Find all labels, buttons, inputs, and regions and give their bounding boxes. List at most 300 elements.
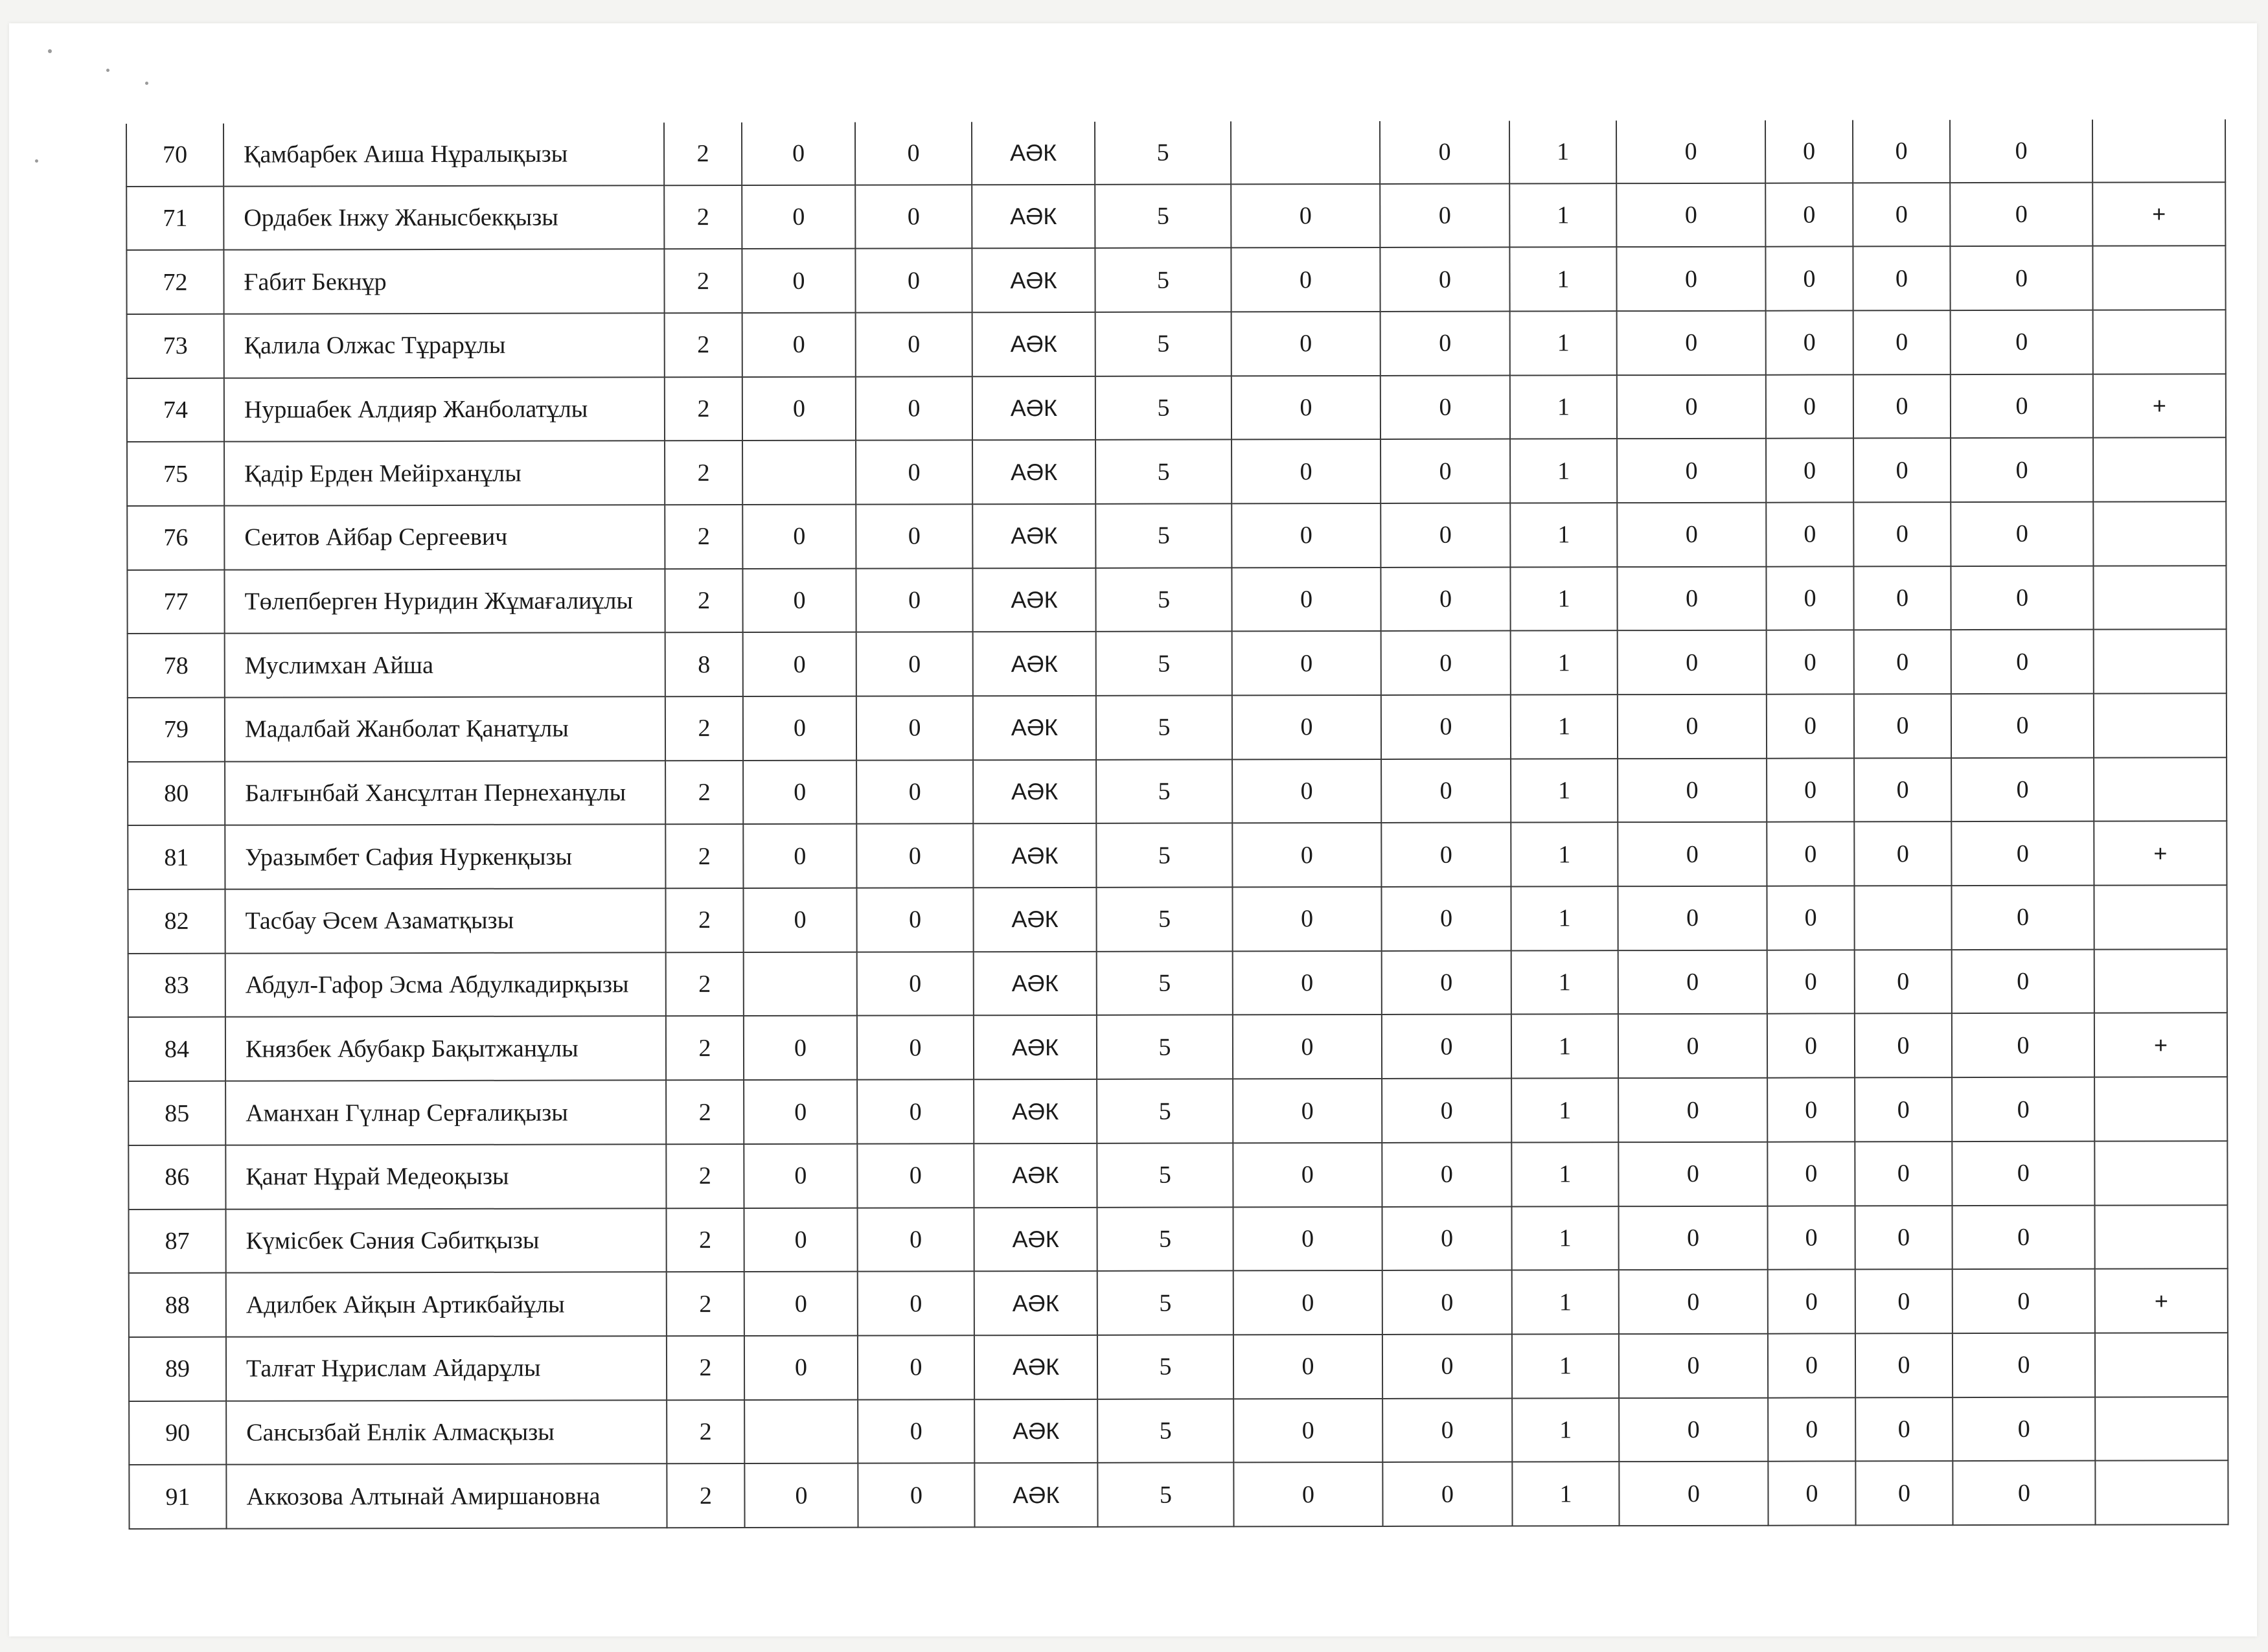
cell-mark [2094, 693, 2227, 757]
cell-full-name: Қанат Нұрай Медеоқызы [225, 1144, 666, 1209]
cell-c9: 0 [1618, 1078, 1767, 1142]
cell-c9: 0 [1616, 183, 1765, 247]
cell-c2: 0 [742, 122, 855, 185]
cell-full-name: Балғынбай Хансұлтан Пернеханұлы [225, 761, 665, 825]
cell-mark [2095, 1205, 2228, 1269]
cell-c1: 2 [665, 313, 742, 377]
cell-c5: 5 [1095, 440, 1231, 504]
table-row [129, 1460, 2228, 1529]
cell-c1: 8 [665, 632, 743, 696]
cell-no: 78 [128, 634, 225, 698]
table-row [127, 501, 2226, 569]
cell-no: 91 [129, 1465, 226, 1529]
cell-c11: 0 [1855, 1269, 1953, 1333]
cell-c8: 1 [1510, 439, 1617, 503]
cell-full-name: Қалила Олжас Тұрарұлы [224, 313, 665, 378]
cell-c11: 0 [1855, 1333, 1953, 1397]
cell-c5: 5 [1096, 759, 1232, 823]
cell-c7: 0 [1382, 950, 1511, 1015]
cell-c7: 0 [1380, 121, 1509, 184]
cell-c9: 0 [1618, 758, 1767, 822]
cell-c11: 0 [1853, 374, 1951, 439]
cell-c3: 0 [856, 760, 973, 824]
cell-c8: 1 [1509, 120, 1616, 183]
cell-c5: 5 [1097, 1207, 1233, 1271]
table-row [128, 885, 2227, 953]
cell-c1: 2 [665, 761, 743, 825]
cell-c12: 0 [1951, 757, 2094, 821]
cell-c1: 2 [667, 1463, 744, 1528]
cell-c12: 0 [1952, 949, 2094, 1013]
cell-c3: 0 [857, 1016, 974, 1080]
cell-c6: 0 [1232, 759, 1381, 823]
cell-c1: 2 [664, 185, 742, 249]
cell-c5: 5 [1097, 1335, 1233, 1399]
table-row [128, 1077, 2227, 1145]
cell-c11: 0 [1855, 1141, 1952, 1206]
cell-no: 75 [127, 442, 224, 506]
cell-c9: 0 [1619, 1270, 1768, 1334]
scan-speck [106, 69, 109, 72]
cell-c8: 1 [1511, 631, 1618, 695]
cell-c10: 0 [1767, 630, 1854, 694]
cell-no: 74 [127, 378, 224, 442]
cell-c11 [1854, 886, 1951, 950]
cell-c8: 1 [1511, 1142, 1618, 1206]
cell-c1: 2 [665, 824, 743, 888]
cell-c1: 2 [666, 1016, 744, 1080]
cell-mark [2094, 1077, 2227, 1141]
cell-c6: 0 [1231, 568, 1380, 632]
cell-c3: 0 [855, 248, 972, 312]
cell-c12: 0 [1950, 246, 2092, 310]
cell-c8: 1 [1512, 1334, 1619, 1398]
cell-c7: 0 [1380, 247, 1509, 312]
cell-c1: 2 [664, 249, 742, 313]
cell-mark: + [2092, 182, 2225, 246]
cell-program: АӘК [972, 504, 1095, 568]
cell-c3: 0 [858, 1271, 974, 1335]
cell-c8: 1 [1509, 183, 1616, 247]
cell-c7: 0 [1382, 1462, 1512, 1526]
cell-c10: 0 [1766, 566, 1853, 630]
table-row [128, 630, 2227, 698]
cell-program: АӘК [974, 1399, 1097, 1463]
cell-c3: 0 [856, 376, 972, 441]
cell-no: 86 [128, 1145, 225, 1210]
cell-c5: 5 [1096, 632, 1232, 696]
cell-c6: 0 [1233, 1270, 1382, 1335]
cell-mark [2095, 1397, 2228, 1461]
cell-no: 87 [129, 1209, 226, 1273]
cell-program: АӘК [972, 568, 1095, 632]
cell-full-name: Төлепберген Нуридин Жұмағалиұлы [224, 569, 665, 634]
scan-speck [48, 49, 52, 53]
cell-c9: 0 [1617, 374, 1766, 439]
cell-c3: 0 [856, 441, 972, 505]
cell-program: АӘК [972, 312, 1095, 376]
cell-no: 72 [126, 250, 223, 314]
cell-c10: 0 [1768, 1333, 1855, 1397]
cell-no: 81 [128, 825, 225, 889]
cell-c3: 0 [857, 1079, 974, 1143]
cell-c2: 0 [743, 632, 856, 696]
cell-c2: 0 [743, 696, 856, 761]
cell-c8: 1 [1510, 375, 1617, 439]
cell-c9: 0 [1618, 950, 1767, 1014]
cell-program: АӘК [973, 696, 1096, 760]
cell-c1: 2 [666, 1080, 744, 1144]
cell-mark [2094, 757, 2227, 821]
cell-c12: 0 [1951, 694, 2094, 758]
cell-program: АӘК [972, 248, 1095, 312]
table-row [128, 949, 2227, 1017]
cell-c7: 0 [1381, 887, 1511, 951]
cell-c2: 0 [743, 760, 856, 824]
cell-c11: 0 [1853, 183, 1950, 247]
scanned-page [9, 23, 2257, 1636]
cell-c11: 0 [1855, 1077, 1952, 1141]
cell-c3: 0 [855, 122, 972, 185]
cell-c5: 5 [1095, 376, 1231, 440]
student-register-table [126, 119, 2229, 1530]
table-row [126, 119, 2225, 186]
cell-no: 84 [128, 1017, 225, 1081]
cell-c3: 0 [856, 504, 972, 568]
cell-c9: 0 [1618, 630, 1767, 694]
cell-c5: 5 [1097, 1463, 1233, 1527]
cell-c1: 2 [666, 1144, 744, 1208]
scan-speck [35, 159, 38, 163]
cell-c2: 0 [744, 1272, 858, 1336]
cell-mark [2092, 246, 2225, 310]
cell-no: 70 [126, 124, 223, 187]
cell-c2: 0 [744, 1016, 857, 1080]
cell-c10: 0 [1767, 758, 1854, 822]
cell-c12: 0 [1952, 1013, 2094, 1077]
cell-c6: 0 [1231, 503, 1380, 568]
cell-c1: 2 [665, 569, 742, 633]
cell-c6: 0 [1231, 247, 1380, 312]
cell-c9: 0 [1616, 247, 1765, 311]
cell-c10: 0 [1765, 247, 1853, 311]
cell-c11: 0 [1853, 246, 1950, 310]
cell-full-name: Князбек Абубакр Бақытжанұлы [225, 1016, 666, 1081]
cell-c8: 1 [1511, 1015, 1618, 1079]
cell-c9: 0 [1618, 694, 1767, 759]
cell-c7: 0 [1382, 1270, 1512, 1335]
cell-c2: 0 [744, 1336, 858, 1400]
cell-c11: 0 [1854, 630, 1951, 694]
cell-c10: 0 [1767, 822, 1854, 886]
table-row [128, 1141, 2227, 1209]
cell-full-name: Аманхан Гүлнар Серғалиқызы [225, 1080, 666, 1145]
cell-c9: 0 [1619, 1397, 1768, 1462]
cell-c12: 0 [1953, 1397, 2095, 1461]
cell-program: АӘК [974, 1143, 1097, 1208]
cell-c12: 0 [1951, 886, 2094, 950]
table-row [128, 821, 2227, 889]
cell-c6: 0 [1231, 312, 1380, 376]
cell-c3: 0 [858, 1399, 974, 1463]
cell-c9: 0 [1618, 1142, 1767, 1206]
cell-c8: 1 [1511, 694, 1618, 759]
cell-c7: 0 [1381, 631, 1511, 695]
cell-c11: 0 [1853, 438, 1951, 502]
cell-c3: 0 [858, 1463, 974, 1528]
cell-c5: 5 [1095, 248, 1231, 312]
cell-full-name: Адилбек Айқын Артикбайұлы [226, 1272, 667, 1337]
cell-c2: 0 [742, 185, 855, 249]
cell-program: АӘК [974, 1335, 1097, 1399]
cell-c1: 2 [665, 696, 743, 761]
cell-program: АӘК [973, 888, 1096, 952]
cell-c1: 2 [665, 888, 743, 952]
cell-c5: 5 [1097, 951, 1233, 1015]
cell-c6: 0 [1233, 1335, 1382, 1399]
cell-c9: 0 [1618, 822, 1767, 886]
cell-c7: 0 [1382, 1142, 1511, 1206]
cell-c1: 2 [665, 505, 742, 569]
cell-full-name: Муслимхан Айша [225, 633, 665, 698]
cell-c12: 0 [1951, 438, 2093, 502]
cell-program: АӘК [972, 440, 1095, 504]
table-row [129, 1205, 2228, 1273]
cell-no: 85 [128, 1081, 225, 1145]
cell-mark: + [2094, 821, 2227, 886]
cell-c12: 0 [1951, 502, 2093, 566]
cell-c8: 1 [1510, 503, 1617, 567]
table-row [127, 310, 2226, 378]
cell-c12: 0 [1952, 1141, 2094, 1205]
cell-c12: 0 [1950, 120, 2092, 183]
cell-c9: 0 [1619, 1462, 1768, 1526]
cell-c10: 0 [1768, 1397, 1855, 1462]
cell-c10: 0 [1767, 694, 1854, 758]
cell-c7: 0 [1382, 1206, 1512, 1270]
cell-no: 71 [126, 186, 223, 250]
scan-speck [145, 82, 148, 85]
cell-program: АӘК [974, 1079, 1097, 1143]
cell-c6: 0 [1232, 823, 1381, 887]
cell-c3: 0 [858, 1335, 974, 1399]
cell-c12: 0 [1951, 566, 2093, 630]
cell-full-name: Мадалбай Жанболат Қанатұлы [225, 696, 665, 761]
cell-full-name: Талғат Нұрислам Айдарұлы [226, 1336, 667, 1401]
cell-full-name: Сансызбай Енлік Алмасқызы [226, 1400, 667, 1465]
cell-c10: 0 [1766, 374, 1853, 439]
cell-c3: 0 [856, 312, 972, 376]
cell-c2: 0 [742, 568, 856, 632]
cell-mark [2094, 885, 2227, 949]
cell-no: 83 [128, 953, 225, 1017]
cell-c6 [1231, 121, 1380, 184]
cell-c7: 0 [1380, 183, 1509, 247]
cell-full-name: Абдул-Гафор Эсма Абдулкадирқызы [225, 952, 666, 1017]
cell-mark [2094, 949, 2227, 1013]
cell-c10: 0 [1767, 950, 1855, 1014]
cell-c5: 5 [1095, 121, 1231, 184]
cell-full-name: Күмісбек Сәния Сәбитқызы [226, 1208, 667, 1273]
cell-no: 73 [127, 314, 224, 378]
cell-c11: 0 [1853, 566, 1951, 630]
cell-c2: 0 [743, 824, 856, 888]
cell-c10: 0 [1766, 310, 1853, 374]
cell-c10: 0 [1765, 120, 1853, 183]
cell-c10: 0 [1768, 1462, 1855, 1526]
table-row [127, 437, 2226, 505]
cell-full-name: Ғабит Бекнұр [223, 249, 664, 314]
cell-c5: 5 [1095, 312, 1231, 376]
cell-c2 [744, 1399, 858, 1463]
cell-c1: 2 [665, 377, 742, 441]
cell-program: АӘК [973, 632, 1096, 696]
cell-no: 77 [127, 569, 224, 634]
cell-c1: 2 [664, 122, 742, 185]
table-row [127, 566, 2226, 634]
cell-c5: 5 [1095, 503, 1231, 568]
cell-c6: 0 [1233, 1399, 1382, 1463]
cell-c5: 5 [1095, 184, 1231, 248]
cell-c11: 0 [1854, 758, 1951, 822]
cell-c10: 0 [1768, 1206, 1855, 1270]
cell-c9: 0 [1617, 439, 1766, 503]
cell-c2: 0 [744, 1208, 858, 1272]
cell-c3: 0 [856, 696, 973, 760]
cell-mark [2094, 1141, 2227, 1205]
cell-c12: 0 [1951, 821, 2094, 886]
cell-c8: 1 [1512, 1206, 1619, 1270]
cell-c10: 0 [1765, 183, 1853, 247]
cell-c11: 0 [1855, 950, 1952, 1014]
cell-c11: 0 [1853, 310, 1951, 374]
cell-c6: 0 [1233, 1015, 1382, 1079]
cell-c10: 0 [1767, 886, 1854, 950]
table-row [126, 246, 2225, 314]
cell-c6: 0 [1232, 695, 1381, 759]
cell-c5: 5 [1096, 888, 1232, 952]
cell-no: 90 [129, 1401, 226, 1465]
cell-full-name: Қадір Ерден Мейірханұлы [224, 441, 665, 506]
cell-c11: 0 [1854, 822, 1951, 886]
cell-c11: 0 [1855, 1206, 1953, 1270]
cell-c5: 5 [1097, 1399, 1233, 1463]
cell-c6: 0 [1233, 1206, 1382, 1270]
cell-c5: 5 [1097, 1015, 1233, 1079]
cell-program: АӘК [973, 823, 1096, 888]
cell-c11: 0 [1853, 120, 1950, 183]
cell-c7: 0 [1382, 1015, 1511, 1079]
cell-c6: 0 [1232, 887, 1381, 951]
cell-c8: 1 [1511, 823, 1618, 887]
cell-c2 [742, 441, 856, 505]
cell-c6: 0 [1233, 1143, 1382, 1207]
cell-c5: 5 [1096, 823, 1232, 888]
cell-c2: 0 [743, 888, 856, 952]
table-row [129, 1333, 2228, 1401]
cell-c12: 0 [1952, 1077, 2094, 1141]
cell-program: АӘК [972, 376, 1095, 440]
cell-c11: 0 [1855, 1397, 1953, 1462]
cell-c8: 1 [1511, 759, 1618, 823]
cell-c2: 0 [744, 1080, 857, 1144]
cell-c11: 0 [1855, 1014, 1952, 1078]
cell-c7: 0 [1380, 503, 1510, 567]
cell-program: АӘК [974, 1015, 1097, 1079]
cell-c8: 1 [1511, 950, 1618, 1015]
cell-mark [2093, 437, 2226, 501]
cell-mark [2093, 501, 2226, 566]
cell-c9: 0 [1616, 120, 1765, 183]
table-row [128, 1013, 2227, 1081]
cell-c2: 0 [744, 1463, 858, 1528]
cell-c10: 0 [1767, 1014, 1855, 1078]
cell-c8: 1 [1512, 1270, 1619, 1334]
cell-c7: 0 [1381, 823, 1511, 887]
table-row [126, 182, 2225, 250]
cell-c2: 0 [742, 376, 856, 441]
cell-c3: 0 [857, 1143, 974, 1208]
cell-mark [2095, 1460, 2228, 1524]
cell-c7: 0 [1380, 567, 1510, 631]
table-row [128, 757, 2227, 825]
cell-c5: 5 [1097, 1271, 1233, 1335]
table-row [127, 374, 2226, 442]
cell-c11: 0 [1853, 502, 1951, 566]
cell-c2: 0 [742, 249, 855, 313]
cell-c6: 0 [1231, 439, 1380, 503]
cell-c5: 5 [1097, 1143, 1233, 1207]
cell-no: 89 [129, 1337, 226, 1401]
cell-c8: 1 [1512, 1398, 1619, 1462]
cell-c10: 0 [1767, 1078, 1855, 1142]
cell-no: 80 [128, 761, 225, 825]
cell-c12: 0 [1953, 1205, 2095, 1269]
cell-c3: 0 [856, 568, 972, 632]
cell-mark: + [2093, 374, 2226, 438]
cell-no: 79 [128, 698, 225, 762]
cell-c7: 0 [1382, 1079, 1511, 1143]
cell-c1: 2 [667, 1400, 744, 1464]
cell-c7: 0 [1381, 759, 1511, 823]
cell-mark [2092, 119, 2225, 182]
cell-c7: 0 [1380, 375, 1510, 439]
cell-c9: 0 [1619, 1334, 1768, 1398]
cell-program: АӘК [974, 952, 1097, 1016]
cell-c1: 2 [667, 1272, 744, 1336]
cell-c2: 0 [742, 505, 856, 569]
cell-full-name: Сеитов Айбар Сергеевич [224, 505, 665, 569]
cell-c2: 0 [742, 313, 856, 377]
cell-c7: 0 [1381, 695, 1511, 759]
cell-c6: 0 [1233, 1462, 1382, 1526]
cell-c12: 0 [1951, 374, 2093, 438]
cell-c8: 1 [1510, 567, 1617, 631]
cell-full-name: Аккозова Алтынай Амиршановна [226, 1464, 667, 1529]
cell-c8: 1 [1511, 886, 1618, 950]
cell-no: 82 [128, 889, 225, 954]
cell-c8: 1 [1509, 247, 1616, 311]
cell-no: 76 [127, 506, 224, 570]
cell-full-name: Қамбарбек Аиша Нұралықызы [223, 122, 664, 186]
cell-c1: 2 [667, 1208, 744, 1272]
cell-c10: 0 [1766, 502, 1853, 566]
cell-c3: 0 [857, 952, 974, 1016]
cell-c9: 0 [1617, 566, 1766, 630]
cell-c1: 2 [666, 952, 744, 1016]
cell-program: АӘК [974, 1463, 1097, 1527]
cell-c10: 0 [1768, 1270, 1855, 1334]
